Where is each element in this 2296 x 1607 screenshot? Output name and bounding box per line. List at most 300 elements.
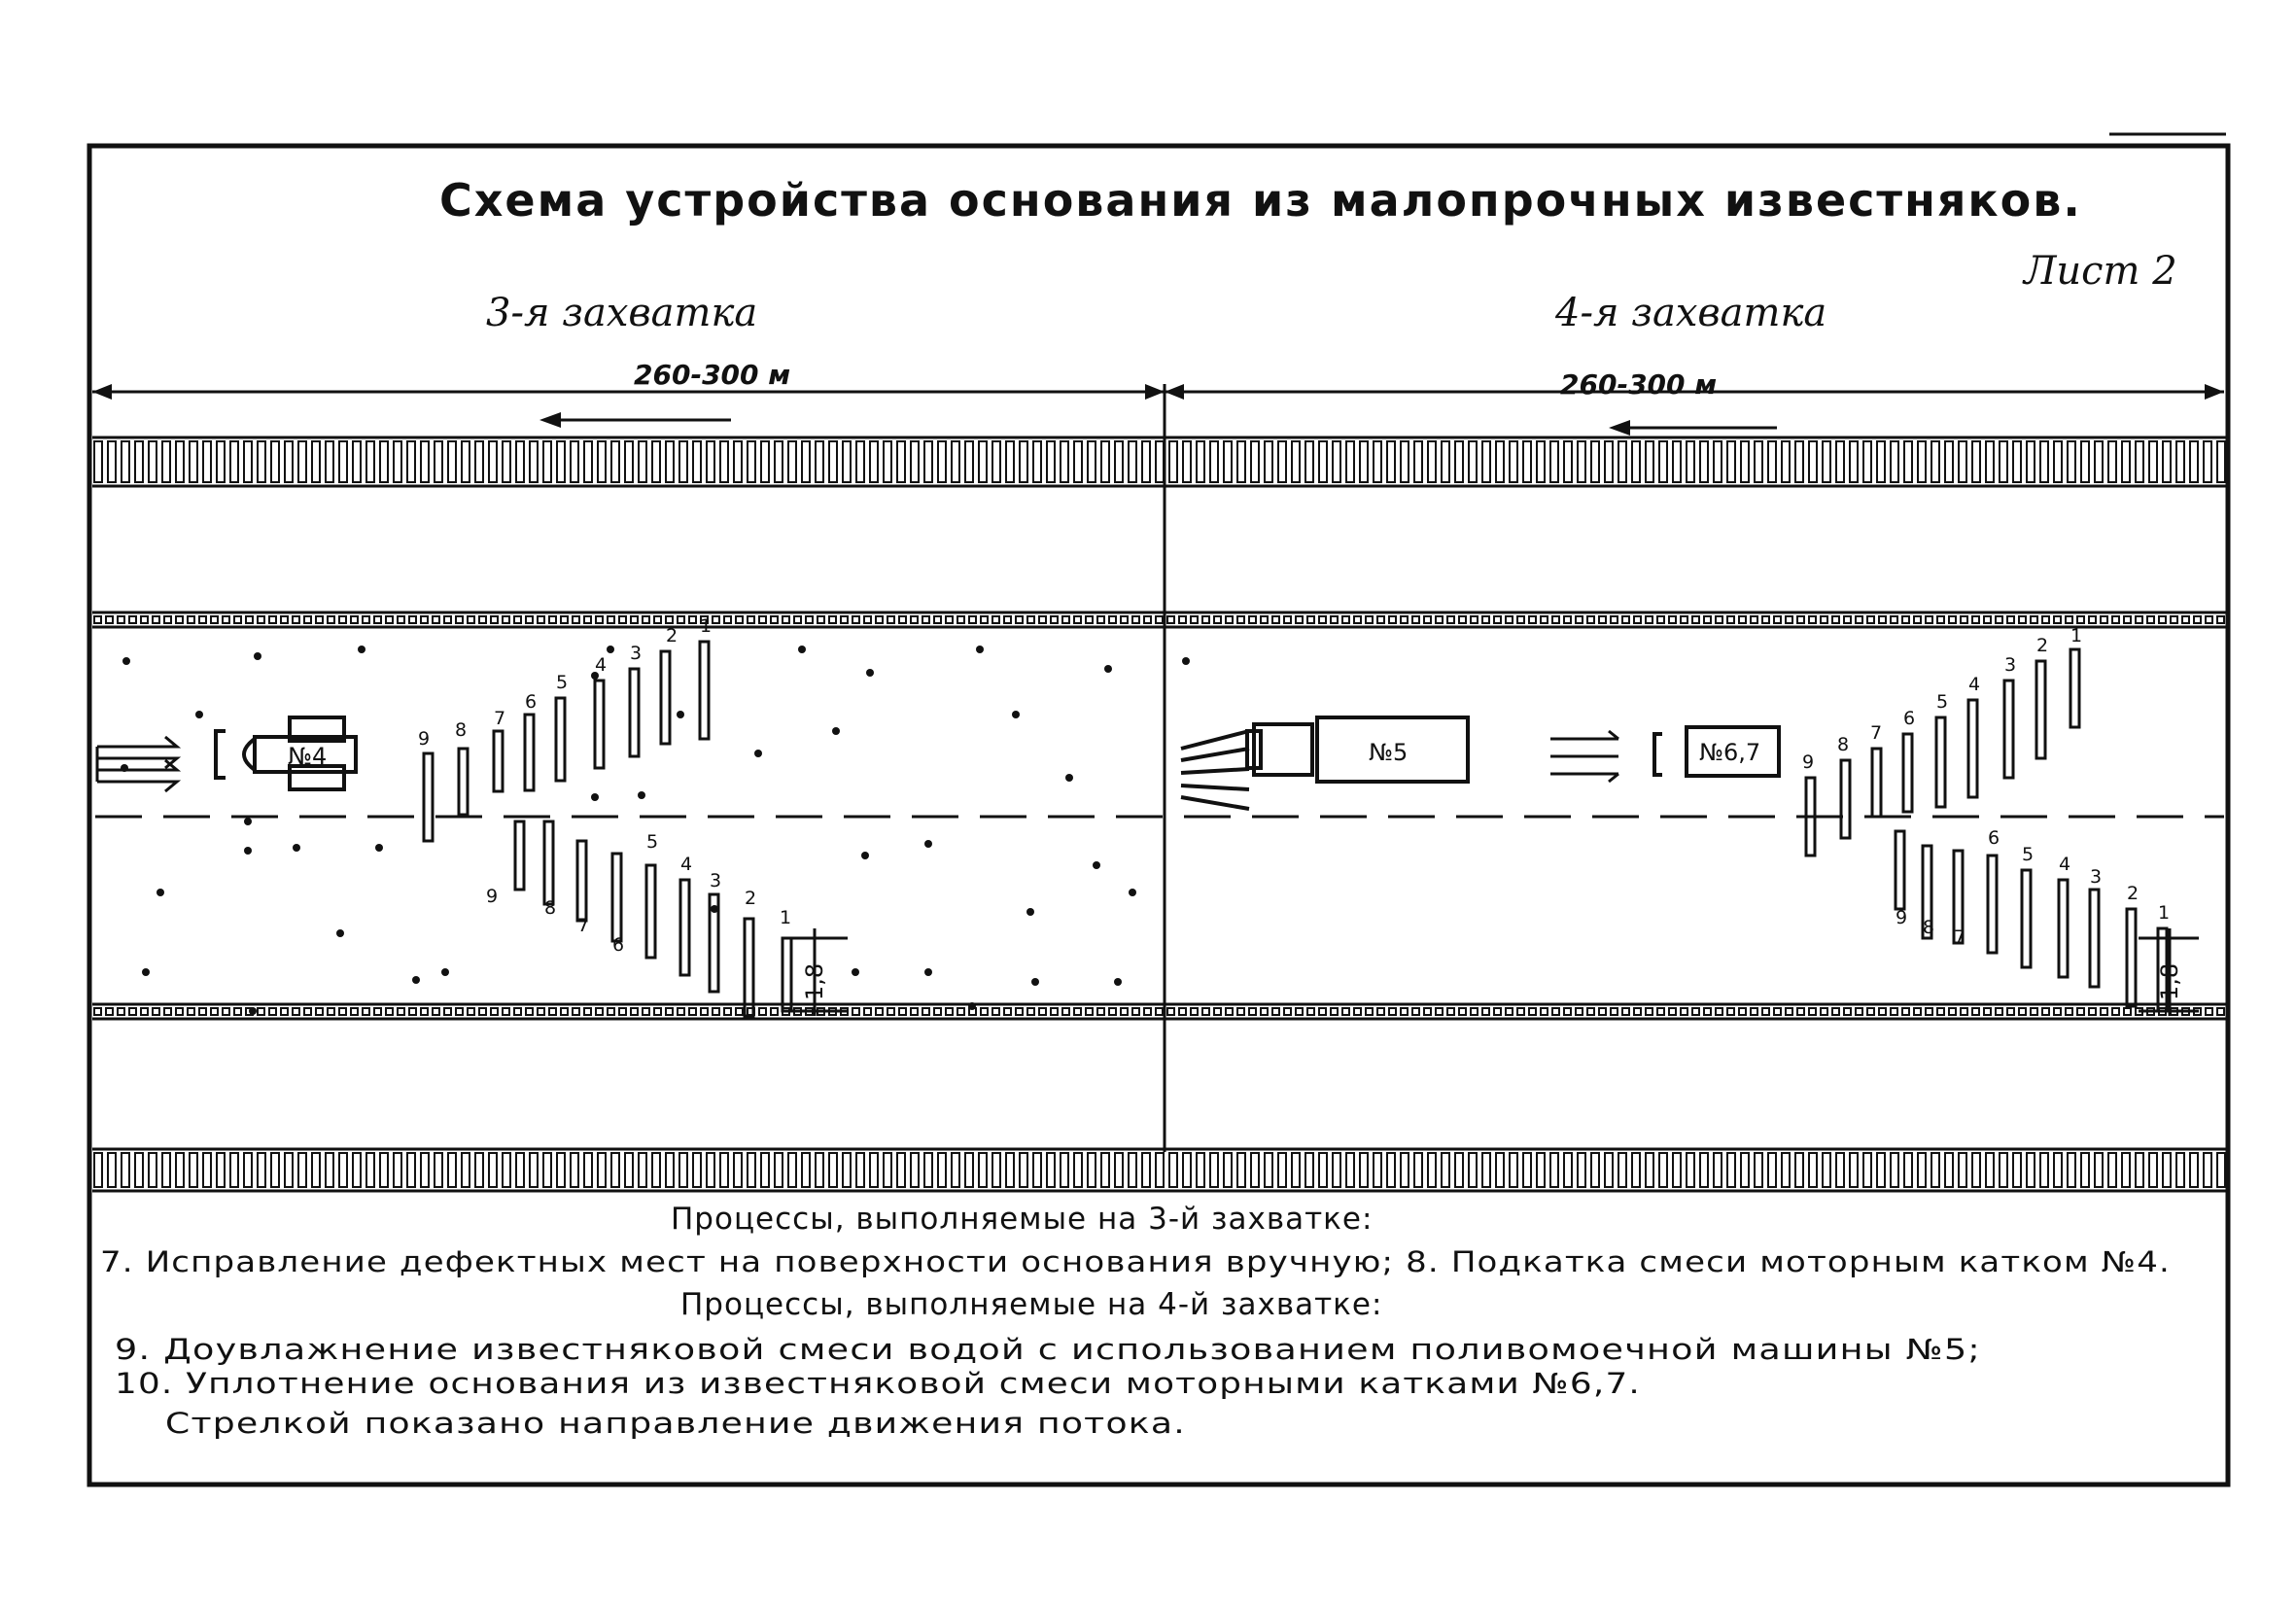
- inner-edge-bottom-tick: [1039, 1008, 1046, 1015]
- inner-edge-bottom-tick: [1552, 1008, 1559, 1015]
- inner-edge-bottom-tick: [1401, 1008, 1408, 1015]
- inner-edge-bottom-tick: [1774, 1008, 1781, 1015]
- bottom-curb-tick: [489, 1153, 497, 1187]
- bottom-curb-tick: [1972, 1153, 1980, 1187]
- inner-edge-top-tick: [864, 616, 871, 623]
- left-top-worker-mark: [525, 715, 534, 790]
- inner-edge-top-tick: [468, 616, 474, 623]
- inner-edge-top-tick: [1739, 616, 1746, 623]
- left-bottom-worker-number: 6: [612, 934, 625, 956]
- top-curb-tick: [1591, 441, 1599, 482]
- inner-edge-top-tick: [1249, 616, 1256, 623]
- note-7-8: 7. Исправление дефектных мест на поверхности основания вручную; 8. Подкатка смеси моторным катком №4.: [100, 1245, 2171, 1278]
- inner-edge-top-tick: [1202, 616, 1209, 623]
- top-curb-tick: [911, 441, 919, 482]
- inner-edge-bottom-tick: [1856, 1008, 1862, 1015]
- bottom-curb-tick: [1714, 1153, 1722, 1187]
- inner-edge-bottom-tick: [1599, 1008, 1606, 1015]
- bottom-curb-tick: [856, 1153, 864, 1187]
- inner-edge-bottom-tick: [1961, 1008, 1967, 1015]
- top-curb-tick: [435, 441, 442, 482]
- inner-edge-bottom-tick: [724, 1008, 731, 1015]
- inner-edge-top-tick: [1074, 616, 1081, 623]
- inner-edge-bottom-tick: [596, 1008, 603, 1015]
- top-curb-tick: [557, 441, 565, 482]
- top-curb-tick: [2000, 441, 2007, 482]
- inner-edge-top-tick: [946, 616, 953, 623]
- top-curb-tick: [1986, 441, 1994, 482]
- inner-edge-top-tick: [1389, 616, 1396, 623]
- inner-edge-top-tick: [922, 616, 929, 623]
- top-curb-tick: [843, 441, 851, 482]
- inner-edge-bottom-tick: [363, 1008, 369, 1015]
- bottom-curb-tick: [1346, 1153, 1354, 1187]
- inner-edge-bottom-tick: [2019, 1008, 2026, 1015]
- top-curb-tick: [1755, 441, 1762, 482]
- top-curb-tick: [2081, 441, 2089, 482]
- top-curb-tick: [1346, 441, 1354, 482]
- top-curb-tick: [748, 441, 755, 482]
- top-curb-tick: [1918, 441, 1926, 482]
- inner-edge-top-tick: [1296, 616, 1303, 623]
- top-curb-tick: [1387, 441, 1395, 482]
- inner-edge-bottom-tick: [188, 1008, 194, 1015]
- inner-edge-top-tick: [2217, 616, 2224, 623]
- top-curb-tick: [1823, 441, 1830, 482]
- inner-edge-top-tick: [1237, 616, 1244, 623]
- inner-edge-top-tick: [596, 616, 603, 623]
- left-top-worker-mark: [556, 698, 565, 781]
- bottom-curb-tick: [1387, 1153, 1395, 1187]
- inner-edge-bottom-tick: [1914, 1008, 1921, 1015]
- inner-edge-top-tick: [2007, 616, 2014, 623]
- inner-edge-bottom-tick: [1436, 1008, 1443, 1015]
- bottom-curb-tick: [1237, 1153, 1245, 1187]
- bottom-curb-tick: [1646, 1153, 1653, 1187]
- top-curb-tick: [2163, 441, 2171, 482]
- right-top-worker-number: 9: [1802, 751, 1815, 773]
- top-curb-tick: [1687, 441, 1694, 482]
- inner-edge-bottom-tick: [2007, 1008, 2014, 1015]
- inner-edge-bottom-tick: [561, 1008, 568, 1015]
- inner-edge-bottom-tick: [339, 1008, 346, 1015]
- bottom-curb-tick: [802, 1153, 810, 1187]
- inner-edge-top-tick: [2112, 616, 2119, 623]
- left-top-worker-number: 7: [494, 708, 506, 729]
- top-curb-tick: [1469, 441, 1477, 482]
- inner-edge-bottom-tick: [1226, 1008, 1233, 1015]
- top-curb-tick: [734, 441, 742, 482]
- top-curb-tick: [2040, 441, 2048, 482]
- inner-edge-top-tick: [1086, 616, 1093, 623]
- flow-direction-arrows-left: [97, 737, 177, 791]
- bottom-curb-tick: [1442, 1153, 1449, 1187]
- top-curb-tick: [1646, 441, 1653, 482]
- top-curb-tick: [1305, 441, 1313, 482]
- top-curb-tick: [530, 441, 538, 482]
- bottom-curb-tick: [366, 1153, 374, 1187]
- bottom-curb-tick: [135, 1153, 143, 1187]
- flow-arrow-4-head: [1609, 420, 1630, 436]
- top-curb-tick: [326, 441, 333, 482]
- top-curb-tick: [2217, 441, 2225, 482]
- inner-edge-top-tick: [1832, 616, 1839, 623]
- inner-edge-top-tick: [2089, 616, 2096, 623]
- inner-edge-top-tick: [1412, 616, 1419, 623]
- inner-edge-top-tick: [736, 616, 743, 623]
- top-curb-tick: [516, 441, 524, 482]
- inner-edge-top-tick: [1004, 616, 1011, 623]
- inner-edge-top-tick: [1132, 616, 1139, 623]
- inner-edge-top-tick: [1319, 616, 1326, 623]
- top-curb-tick: [1061, 441, 1068, 482]
- inner-edge-bottom-tick: [654, 1008, 661, 1015]
- right-bottom-worker-mark: [2127, 909, 2136, 1006]
- top-curb-tick: [625, 441, 633, 482]
- inner-edge-bottom-tick: [1494, 1008, 1501, 1015]
- bottom-curb-tick: [2163, 1153, 2171, 1187]
- bottom-curb-tick: [1877, 1153, 1885, 1187]
- bottom-curb-tick: [775, 1153, 783, 1187]
- left-top-worker-mark: [595, 681, 604, 768]
- inner-edge-top-tick: [281, 616, 288, 623]
- inner-edge-top-tick: [771, 616, 778, 623]
- top-curb-tick: [366, 441, 374, 482]
- top-curb-tick: [829, 441, 837, 482]
- inner-edge-bottom-tick: [398, 1008, 404, 1015]
- top-curb-tick: [1959, 441, 1966, 482]
- section-3-label: 3-я захватка: [486, 291, 758, 335]
- inner-edge-bottom-tick: [981, 1008, 988, 1015]
- inner-edge-top-tick: [351, 616, 358, 623]
- inner-edge-bottom-tick: [1202, 1008, 1209, 1015]
- bottom-curb-tick: [1591, 1153, 1599, 1187]
- mix-dot: [249, 1007, 257, 1015]
- mix-dot: [591, 793, 599, 801]
- inner-edge-bottom-tick: [1237, 1008, 1244, 1015]
- inner-edge-bottom-tick: [2031, 1008, 2037, 1015]
- inner-edge-top-tick: [818, 616, 824, 623]
- roller-4-label: №4: [288, 743, 328, 770]
- inner-edge-top-tick: [1179, 616, 1186, 623]
- top-curb-tick: [639, 441, 646, 482]
- inner-edge-bottom-tick: [1972, 1008, 1979, 1015]
- inner-edge-bottom-tick: [141, 1008, 148, 1015]
- mix-dot: [375, 844, 383, 852]
- top-curb-tick: [1183, 441, 1191, 482]
- top-curb-tick: [938, 441, 946, 482]
- inner-edge-top-tick: [398, 616, 404, 623]
- mix-dot: [336, 929, 344, 937]
- top-curb-tick: [652, 441, 660, 482]
- left-bottom-worker-number: 1: [780, 907, 792, 928]
- bottom-curb-tick: [1904, 1153, 1912, 1187]
- inner-edge-top-tick: [2101, 616, 2107, 623]
- left-top-worker-number: 4: [595, 654, 608, 676]
- top-curb-tick: [598, 441, 606, 482]
- mix-dot: [677, 711, 684, 718]
- bottom-curb-tick: [1129, 1153, 1136, 1187]
- inner-edge-bottom-tick: [864, 1008, 871, 1015]
- right-top-worker-mark: [1872, 749, 1881, 817]
- inner-edge-bottom-tick: [269, 1008, 276, 1015]
- inner-edge-bottom-tick: [1984, 1008, 1991, 1015]
- inner-edge-top-tick: [1494, 616, 1501, 623]
- bottom-curb-tick: [1074, 1153, 1082, 1187]
- inner-edge-top-tick: [794, 616, 801, 623]
- bottom-curb-tick: [1578, 1153, 1585, 1187]
- top-curb-tick: [1442, 441, 1449, 482]
- inner-edge-bottom-tick: [1646, 1008, 1652, 1015]
- bottom-curb-tick: [2190, 1153, 2198, 1187]
- bottom-curb-tick: [2013, 1153, 2021, 1187]
- mix-dot: [244, 847, 252, 855]
- inner-edge-bottom-tick: [771, 1008, 778, 1015]
- top-curb-tick: [788, 441, 796, 482]
- bottom-curb-tick: [190, 1153, 197, 1187]
- inner-edge-top-tick: [118, 616, 124, 623]
- bottom-curb-tick: [788, 1153, 796, 1187]
- inner-edge-top-tick: [1447, 616, 1454, 623]
- inner-edge-top-tick: [1622, 616, 1629, 623]
- inner-edge-top-tick: [456, 616, 463, 623]
- top-curb-tick: [298, 441, 306, 482]
- top-curb-tick: [679, 441, 687, 482]
- bottom-curb-tick: [1455, 1153, 1463, 1187]
- top-curb-tick: [1374, 441, 1381, 482]
- top-curb-tick: [1605, 441, 1613, 482]
- inner-edge-top-tick: [1856, 616, 1862, 623]
- top-curb-tick: [1156, 441, 1164, 482]
- inner-edge-bottom-tick: [199, 1008, 206, 1015]
- right-bottom-worker-number: 7: [1954, 926, 1966, 948]
- bottom-curb-tick: [1727, 1153, 1735, 1187]
- bottom-curb-tick: [1305, 1153, 1313, 1187]
- bottom-curb-tick: [1265, 1153, 1272, 1187]
- inner-edge-top-tick: [1879, 616, 1886, 623]
- bottom-curb-tick: [1618, 1153, 1626, 1187]
- left-top-worker-number: 2: [666, 625, 678, 646]
- inner-edge-top-tick: [1891, 616, 1897, 623]
- left-top-worker-mark: [630, 669, 639, 756]
- bottom-curb-tick: [1360, 1153, 1368, 1187]
- inner-edge-top-tick: [1401, 616, 1408, 623]
- top-curb-tick: [2068, 441, 2075, 482]
- bottom-curb-tick: [1931, 1153, 1939, 1187]
- top-curb-tick: [1809, 441, 1817, 482]
- inner-edge-bottom-tick: [1541, 1008, 1548, 1015]
- top-curb-tick: [2027, 441, 2035, 482]
- inner-edge-bottom-tick: [934, 1008, 941, 1015]
- bottom-curb-tick: [1210, 1153, 1218, 1187]
- inner-edge-top-tick: [2031, 616, 2037, 623]
- inner-edge-top-tick: [1774, 616, 1781, 623]
- top-curb-tick: [2108, 441, 2116, 482]
- bottom-curb-tick: [707, 1153, 714, 1187]
- inner-edge-bottom-tick: [759, 1008, 766, 1015]
- drawing-title: Схема устройства основания из малопрочных известняков.: [439, 174, 2082, 227]
- inner-edge-top-tick: [608, 616, 614, 623]
- right-bottom-worker-number: 9: [1896, 907, 1908, 928]
- inner-edge-bottom-tick: [538, 1008, 544, 1015]
- inner-edge-bottom-tick: [374, 1008, 381, 1015]
- inner-edge-bottom-tick: [2054, 1008, 2061, 1015]
- bottom-curb-tick: [992, 1153, 1000, 1187]
- top-curb-tick: [285, 441, 293, 482]
- mix-dot: [832, 727, 840, 735]
- bottom-curb-tick: [693, 1153, 701, 1187]
- inner-edge-bottom-tick: [2042, 1008, 2049, 1015]
- bottom-curb-tick: [353, 1153, 361, 1187]
- bottom-curb-tick: [1755, 1153, 1762, 1187]
- inner-edge-bottom-tick: [2124, 1008, 2131, 1015]
- inner-edge-bottom-tick: [1657, 1008, 1664, 1015]
- inner-edge-top-tick: [1156, 616, 1163, 623]
- top-curb-tick: [856, 441, 864, 482]
- top-curb-tick: [312, 441, 320, 482]
- inner-edge-top-tick: [1844, 616, 1851, 623]
- inner-edge-top-tick: [2136, 616, 2142, 623]
- top-curb-tick: [1782, 441, 1790, 482]
- inner-edge-bottom-tick: [386, 1008, 393, 1015]
- inner-edge-bottom-tick: [1051, 1008, 1058, 1015]
- inner-edge-top-tick: [1459, 616, 1466, 623]
- inner-edge-top-tick: [1039, 616, 1046, 623]
- top-curb-tick: [1836, 441, 1844, 482]
- inner-edge-bottom-tick: [258, 1008, 264, 1015]
- note-10: 10. Уплотнение основания из известняковой смеси моторными катками №6,7.: [115, 1367, 1641, 1400]
- left-top-worker-mark: [459, 749, 468, 815]
- inner-edge-bottom-tick: [1389, 1008, 1396, 1015]
- bottom-curb-tick: [1809, 1153, 1817, 1187]
- bottom-curb-tick: [1115, 1153, 1123, 1187]
- inner-edge-top-tick: [1786, 616, 1792, 623]
- bottom-curb-tick: [1863, 1153, 1871, 1187]
- inner-edge-top-tick: [153, 616, 159, 623]
- dimension-arrow-mid-l: [1145, 384, 1165, 400]
- inner-edge-top-tick: [1704, 616, 1711, 623]
- inner-edge-bottom-tick: [1506, 1008, 1513, 1015]
- bottom-curb-tick: [1006, 1153, 1014, 1187]
- inner-edge-top-tick: [748, 616, 754, 623]
- top-curb-tick: [1945, 441, 1953, 482]
- bottom-curb-tick: [2095, 1153, 2103, 1187]
- inner-edge-bottom-tick: [1179, 1008, 1186, 1015]
- bottom-curb-tick: [1945, 1153, 1953, 1187]
- inner-edge-bottom-tick: [281, 1008, 288, 1015]
- bottom-curb-tick: [1782, 1153, 1790, 1187]
- mix-dot: [195, 711, 203, 718]
- bottom-curb-tick: [884, 1153, 891, 1187]
- inner-edge-top-tick: [899, 616, 906, 623]
- inner-edge-bottom-tick: [328, 1008, 334, 1015]
- top-curb-tick: [94, 441, 102, 482]
- top-curb-tick: [1006, 441, 1014, 482]
- dimension-arrow-left: [92, 384, 112, 400]
- lane-width-left: 1,8: [801, 962, 828, 1001]
- mix-dot: [638, 791, 645, 799]
- bottom-curb-tick: [1795, 1153, 1803, 1187]
- bottom-curb-tick: [679, 1153, 687, 1187]
- bottom-curb-tick: [162, 1153, 170, 1187]
- inner-edge-top-tick: [199, 616, 206, 623]
- inner-edge-top-tick: [1657, 616, 1664, 623]
- inner-edge-top-tick: [444, 616, 451, 623]
- bottom-curb-tick: [748, 1153, 755, 1187]
- inner-edge-top-tick: [1226, 616, 1233, 623]
- left-bottom-worker-mark: [680, 880, 689, 975]
- top-curb-tick: [1333, 441, 1340, 482]
- bottom-curb-tick: [503, 1153, 510, 1187]
- top-curb-tick: [1251, 441, 1259, 482]
- inner-edge-bottom-tick: [1739, 1008, 1746, 1015]
- top-curb-tick: [503, 441, 510, 482]
- inner-edge-top-tick: [363, 616, 369, 623]
- top-curb-tick: [1020, 441, 1027, 482]
- bottom-curb-tick: [2204, 1153, 2211, 1187]
- inner-edge-bottom-tick: [619, 1008, 626, 1015]
- right-top-worker-number: 4: [1968, 674, 1981, 695]
- bottom-curb-tick: [462, 1153, 470, 1187]
- bottom-curb-tick: [1918, 1153, 1926, 1187]
- top-curb-tick: [1727, 441, 1735, 482]
- inner-edge-bottom-tick: [1517, 1008, 1524, 1015]
- inner-edge-top-tick: [1424, 616, 1431, 623]
- mix-dot: [924, 968, 932, 976]
- inner-edge-top-tick: [957, 616, 964, 623]
- inner-edge-top-tick: [666, 616, 673, 623]
- top-curb-tick: [1278, 441, 1286, 482]
- left-bottom-worker-mark: [612, 854, 621, 941]
- inner-edge-top-tick: [654, 616, 661, 623]
- inner-edge-top-tick: [1016, 616, 1023, 623]
- inner-edge-top-tick: [1342, 616, 1349, 623]
- inner-edge-bottom-tick: [409, 1008, 416, 1015]
- inner-edge-top-tick: [1926, 616, 1932, 623]
- top-curb-tick: [162, 441, 170, 482]
- top-curb-tick: [666, 441, 674, 482]
- inner-edge-top-tick: [2171, 616, 2177, 623]
- mix-dot: [866, 669, 874, 677]
- top-curb-tick: [1523, 441, 1531, 482]
- top-curb-tick: [2095, 441, 2103, 482]
- roller-4: [216, 717, 356, 789]
- inner-edge-bottom-tick: [1004, 1008, 1011, 1015]
- inner-edge-bottom-tick: [2206, 1008, 2212, 1015]
- flow-direction-arrows-right: [1550, 731, 1618, 782]
- inner-edge-bottom-tick: [316, 1008, 323, 1015]
- top-curb-tick: [761, 441, 769, 482]
- bottom-curb-tick: [1292, 1153, 1300, 1187]
- inner-edge-bottom-tick: [351, 1008, 358, 1015]
- inner-edge-bottom-tick: [1727, 1008, 1734, 1015]
- bottom-curb-tick: [1469, 1153, 1477, 1187]
- bottom-curb-tick: [1224, 1153, 1232, 1187]
- inner-edge-bottom-tick: [1027, 1008, 1034, 1015]
- top-curb-tick: [965, 441, 973, 482]
- inner-edge-bottom-tick: [689, 1008, 696, 1015]
- left-bottom-worker-number: 8: [544, 897, 557, 919]
- inner-edge-top-tick: [1109, 616, 1116, 623]
- top-curb-tick: [2204, 441, 2211, 482]
- top-curb-tick: [1033, 441, 1041, 482]
- top-curb-tick: [1972, 441, 1980, 482]
- inner-edge-top-tick: [1902, 616, 1909, 623]
- bottom-curb-tick: [843, 1153, 851, 1187]
- bottom-curb-tick: [149, 1153, 157, 1187]
- top-curb-tick: [1292, 441, 1300, 482]
- inner-edge-bottom-tick: [456, 1008, 463, 1015]
